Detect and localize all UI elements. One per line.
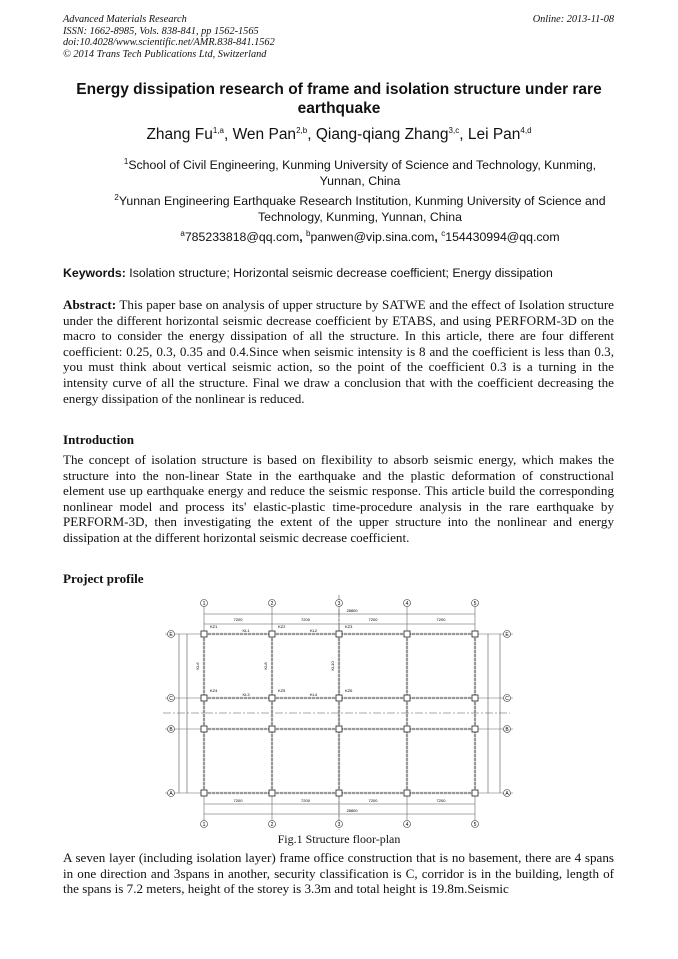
- beam-tag: KL10: [330, 661, 335, 671]
- column: [201, 631, 207, 637]
- column: [269, 790, 275, 796]
- span-dim: 7200: [301, 617, 310, 622]
- axis-label: 5: [473, 601, 477, 607]
- author-sup: 1,a: [212, 125, 224, 135]
- span-dim: 7200: [301, 798, 310, 803]
- column-tag: KZ5: [278, 688, 286, 693]
- issn: ISSN: 1662-8985, Vols. 838-841, pp 1562-1565: [63, 25, 259, 37]
- axis-label: 3: [337, 822, 341, 828]
- author: Wen Pan: [232, 126, 297, 143]
- column-tag: KZ6: [345, 688, 353, 693]
- column: [269, 726, 275, 732]
- column-tag: KZ3: [345, 624, 353, 629]
- author-sup: 2,b: [296, 125, 308, 135]
- column: [404, 790, 410, 796]
- keywords-label: Keywords:: [63, 266, 126, 280]
- author: Qiang-qiang Zhang: [315, 126, 449, 143]
- column: [404, 631, 410, 637]
- section-heading-project-profile: Project profile: [63, 571, 144, 586]
- aff-text: Yunnan Engineering Earthquake Research Institution, Kunming University of Science and Technology, Kunming, Yunnan, China: [118, 194, 606, 224]
- column: [201, 726, 207, 732]
- email-sup: a: [180, 228, 185, 238]
- axis-label: 5: [473, 822, 477, 828]
- author: Zhang Fu: [146, 126, 213, 143]
- column: [201, 790, 207, 796]
- email-sup: b: [306, 228, 311, 238]
- axis-label: B: [505, 727, 509, 733]
- figure-caption: Fig.1 Structure floor-plan: [277, 832, 401, 846]
- online-date: Online: 2013-11-08: [532, 14, 614, 25]
- axis-label: 4: [405, 601, 409, 607]
- beam-tag: KL4: [309, 692, 318, 697]
- axis-label: B: [169, 727, 173, 733]
- column: [472, 631, 478, 637]
- span-dim: 7200: [233, 798, 243, 803]
- axis-label: A: [505, 791, 509, 797]
- aff-sup: 2: [114, 192, 119, 202]
- column: [472, 726, 478, 732]
- axis-label: 1: [202, 822, 206, 828]
- total-dim-bottom: 28800: [346, 808, 358, 813]
- abstract-label: Abstract:: [63, 297, 117, 312]
- column: [269, 631, 275, 637]
- author-list: Zhang Fu$^{1,a}$, Wen Pan$^{2,b}$, Qiang-qiang Zhang$^{3,c}$, Lei Pan$^{4,d}$: [146, 125, 532, 143]
- span-dim: 7200: [233, 617, 243, 622]
- axis-label: A: [169, 791, 173, 797]
- introduction-text: The concept of isolation structure is based on flexibility to absorb seismic energy, which makes the structure into the non-linear State in the earthquake and the plastic deformation of constructional element use up earthquake energy and reduce the seismic response. This article build the corresponding nonlinear model and process its' elastic-plastic time-procedure analysis in the rare earthquake by PERFORM-3D, then investigating the extent of the upper structure into the nonlinear and energy dissipation at the different horizontal seismic decrease coefficient.: [63, 452, 614, 545]
- axis-label: 2: [270, 601, 274, 607]
- column-tag: KZ2: [278, 624, 286, 629]
- paper-title: Energy dissipation research of frame and isolation structure under rare earthquake: [76, 81, 602, 117]
- column: [336, 695, 342, 701]
- journal-name: Advanced Materials Research: [63, 14, 187, 25]
- column: [404, 695, 410, 701]
- span-dim: 7200: [436, 617, 446, 622]
- column: [269, 695, 275, 701]
- doi: doi:10.4028/www.scientific.net/AMR.838-841.1562: [63, 37, 275, 48]
- column: [472, 790, 478, 796]
- email[interactable]: 785233818@qq.com: [184, 230, 300, 244]
- email[interactable]: panwen@vip.sina.com: [310, 230, 435, 244]
- axis-label: C: [169, 696, 173, 702]
- axis-label: C: [505, 696, 509, 702]
- section-heading-introduction: Introduction: [63, 432, 135, 447]
- aff-text: School of Civil Engineering, Kunming University of Science and Technology, Kunming, Yunnan, China: [128, 158, 597, 188]
- beam-tag: KL3: [242, 692, 250, 697]
- column-tag: KZ4: [210, 688, 218, 693]
- axis-label: 4: [405, 822, 409, 828]
- aff-sup: 1: [123, 156, 129, 166]
- beam-tag: KL8: [263, 662, 268, 670]
- project-profile-text: A seven layer (including isolation layer) frame office construction that is no basement, there are 4 spans in one direction and 3spans in another, security classification is C, corridor is in the building, length of the spans is 7.2 meters, height of the storey is 3.3m and total height is 19.8m.Seismic: [63, 850, 614, 897]
- axis-label: 3: [337, 601, 341, 607]
- span-dim: 7200: [436, 798, 446, 803]
- abstract-text: This paper base on analysis of upper structure by SATWE and the effect of Isolation structure under the different horizontal seismic decrease coefficient by ETABS, and using PERFORM-3D on the macro to consider the energy dissipation of all the structure. In this article, there are four different coefficient: 0.25, 0.3, 0.35 and 0.4.Since when seismic intensity is 8 and the coefficient is less than 0.3, you must think about vertical seismic action, so the point of the coefficient 0.3 is a turning in the intensity curve of all the structure. Final we draw a conclusion that with the coefficient decreasing the energy dissipation of the nonlinear is reduced.: [63, 297, 614, 406]
- total-dim-top: 28800: [346, 608, 358, 613]
- column: [201, 695, 207, 701]
- author: Lei Pan: [467, 126, 521, 143]
- beam-tag: KL1: [242, 628, 250, 633]
- author-sup: 4,d: [520, 125, 532, 135]
- column: [472, 695, 478, 701]
- beam-tag: KL2: [309, 628, 318, 633]
- email-sup: c: [441, 228, 446, 238]
- beam-tag: KL6: [195, 662, 200, 670]
- keywords-text: Isolation structure; Horizontal seismic decrease coefficient; Energy dissipation: [129, 266, 553, 280]
- axis-label: E: [169, 632, 173, 638]
- span-dim: 7200: [368, 617, 378, 622]
- axis-label: 2: [270, 822, 274, 828]
- column: [404, 726, 410, 732]
- span-dim: 7200: [368, 798, 378, 803]
- email-list: $^a$785233818@qq.com, $^b$panwen@vip.sina.com, $^c$154430994@qq.com: [180, 228, 560, 244]
- author-sup: 3,c: [448, 125, 460, 135]
- email[interactable]: 154430994@qq.com: [445, 230, 560, 244]
- column: [336, 726, 342, 732]
- copyright: © 2014 Trans Tech Publications Ltd, Switzerland: [63, 48, 267, 60]
- axis-label: 1: [202, 601, 206, 607]
- column-tag: KZ1: [210, 624, 218, 629]
- axis-label: E: [505, 632, 509, 638]
- column: [336, 790, 342, 796]
- column: [336, 631, 342, 637]
